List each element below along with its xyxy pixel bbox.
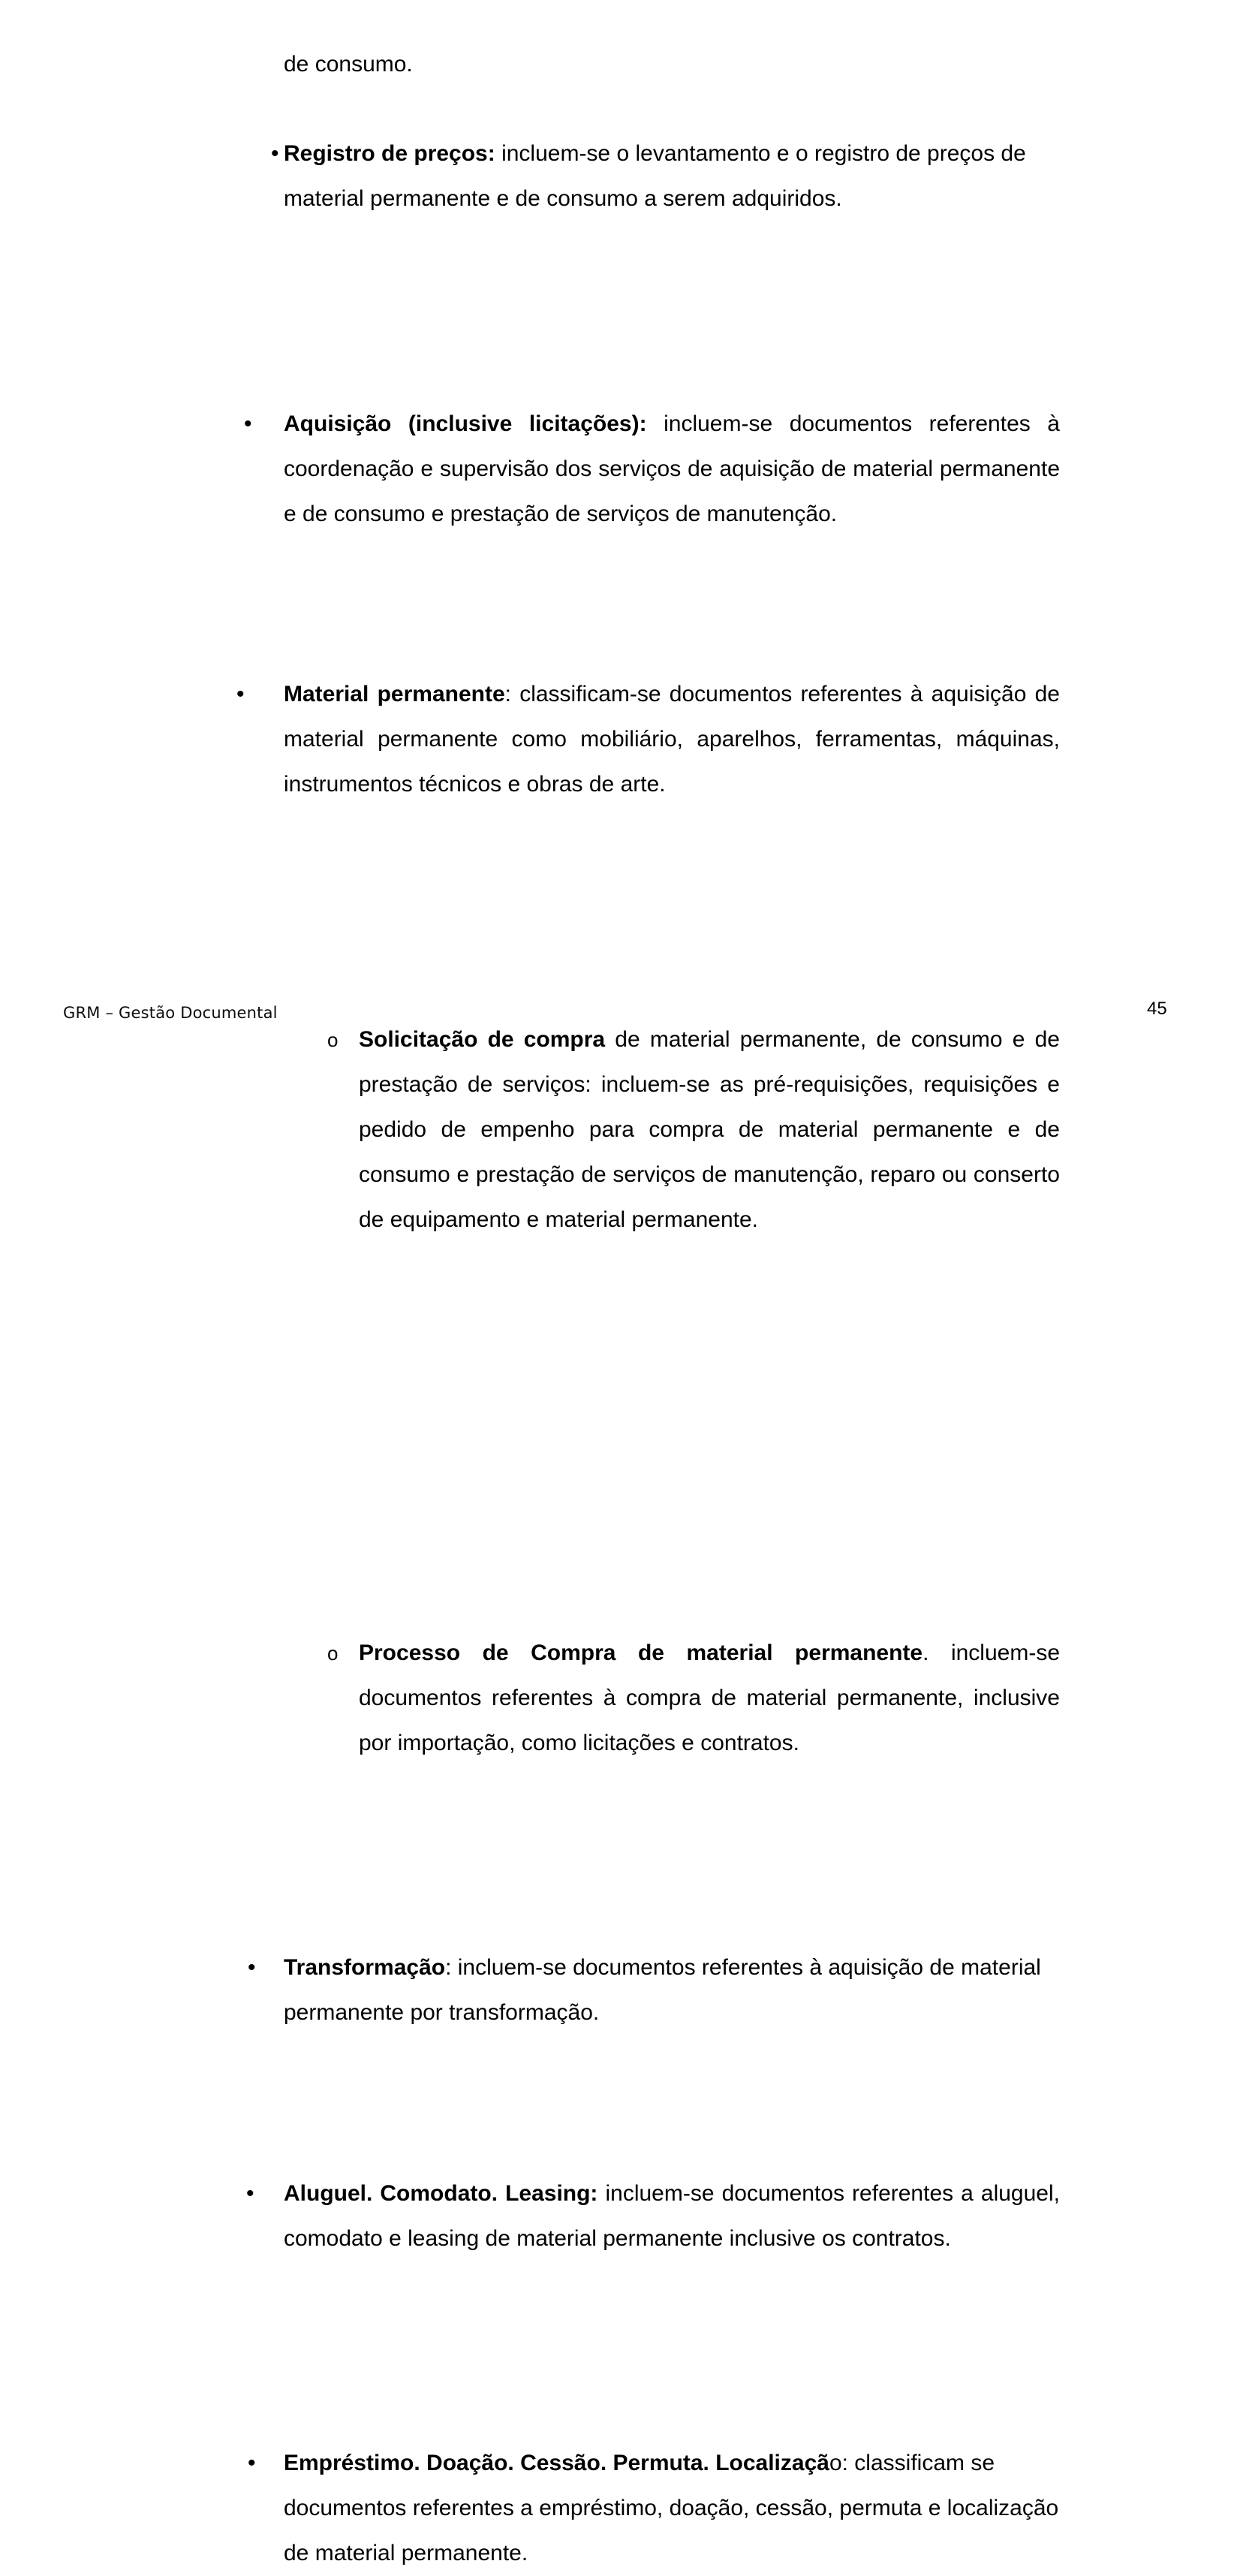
term-label: Aluguel. Comodato. Leasing: [284, 2181, 598, 2206]
bullet-circle-icon: o [327, 1029, 339, 1051]
paragraph-text [359, 1631, 1060, 1766]
paragraph-consumo-tail [284, 42, 1060, 87]
term-label: Empréstimo. Doação. Cessão. Permuta. Localizaçã [284, 2451, 829, 2475]
term-body: . incluem-se documentos referentes à compra de material permanente, inclusive por importação, como licitações e contratos. [359, 1641, 1061, 1755]
bullet-disc-icon: • [244, 411, 252, 436]
term-body: de material permanente, de consumo e de prestação de serviços: incluem-se as pré-requisições, requisições e pedido de empenho para compra de material permanente e de consumo e prestação de serviços de manutenção, reparo ou conserto de equipamento e material permanente. [359, 1027, 1060, 1232]
term-label: Registro de preços: [284, 141, 495, 166]
list-item-aluguel-comodato-leasing [246, 2171, 1060, 2261]
term-body: o: classificam se documentos referentes a empréstimo, doação, cessão, permuta e localização de material permanente. [284, 2451, 1059, 2565]
bullet-disc-icon: • [236, 682, 245, 707]
list-item-aquisicao [244, 402, 1060, 537]
sublist-item-processo-de-compra [327, 1631, 1061, 1766]
paragraph-text [284, 2441, 1060, 2576]
list-item-emprestimo-doacao-cessao-permuta-localizacao [248, 2441, 1060, 2576]
page-number: 45 [1147, 999, 1167, 1019]
sublist-item-solicitacao-de-compra [327, 1017, 1060, 1243]
list-item-material-permanente [236, 672, 1060, 807]
list-item-transformacao [248, 1945, 1060, 2035]
paragraph-text [284, 131, 1060, 221]
paragraph-text: de consumo. [284, 52, 413, 77]
term-label: Processo de Compra de material permanente [359, 1641, 923, 1665]
bullet-disc-icon: • [246, 2181, 254, 2206]
paragraph-text [284, 1945, 1060, 2035]
term-body: incluem-se documentos referentes a aluguel, comodato e leasing de material permanente inclusive os contratos. [284, 2181, 1060, 2251]
term-label: Aquisição (inclusive licitações): [284, 411, 647, 436]
bullet-disc-icon: • [248, 1955, 256, 1980]
term-label: Transformação [284, 1955, 446, 1980]
term-label: Solicitação de compra [359, 1027, 606, 1052]
running-header: GRM – Gestão Documental [63, 1004, 278, 1022]
term-body: incluem-se documentos referentes à coordenação e supervisão dos serviços de aquisição de material permanente e de consumo e prestação de serviços de manutenção. [284, 411, 1060, 526]
bullet-disc-icon: • [248, 2451, 256, 2475]
bullet-circle-icon: o [327, 1642, 339, 1665]
term-body: : incluem-se documentos referentes à aquisição de material permanente por transformação. [284, 1955, 1041, 2025]
paragraph-text [284, 402, 1060, 537]
bullet-disc-icon: • [271, 141, 279, 166]
list-item-registro-de-precos [271, 131, 1060, 221]
term-body: : classificam-se documentos referentes à aquisição de material permanente como mobiliário, aparelhos, ferramentas, máquinas, instrumentos técnicos e obras de arte. [284, 682, 1060, 797]
term-label: Material permanente [284, 682, 505, 707]
paragraph-text [359, 1017, 1060, 1243]
paragraph-text [284, 2171, 1060, 2261]
paragraph-text [284, 672, 1060, 807]
term-body: incluem-se o levantamento e o registro de preços de material permanente e de consumo a serem adquiridos. [284, 141, 1026, 211]
